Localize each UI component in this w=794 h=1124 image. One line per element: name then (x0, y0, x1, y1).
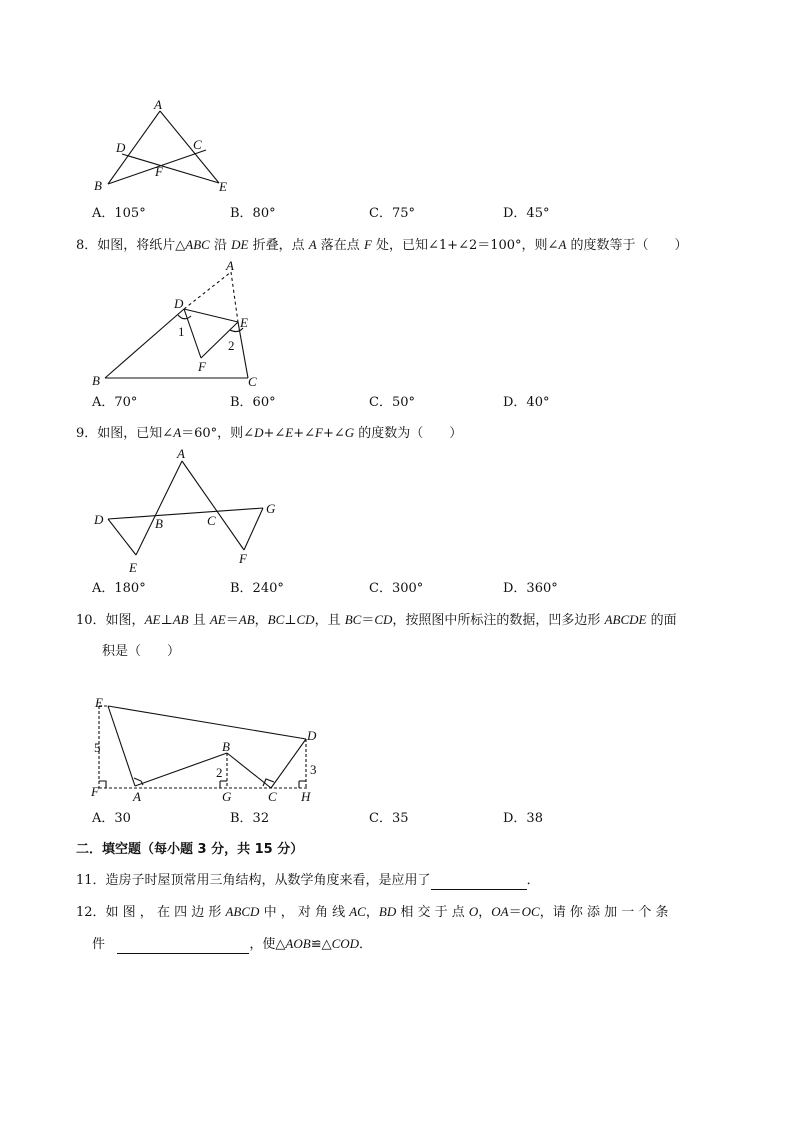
q10-stem-line2: 积是（ ） (102, 644, 181, 659)
q7-label-f: F (155, 164, 163, 179)
q9-label-f: F (239, 551, 247, 566)
q7-option-a: A．105° (92, 206, 146, 221)
q9-option-b: B．240° (230, 581, 284, 596)
q10-option-c: C．35 (369, 811, 409, 826)
q9-label-e: E (129, 560, 137, 575)
q10-label-3: 3 (310, 762, 317, 777)
q9-label-b: B (155, 516, 163, 531)
q10-label-c: C (268, 789, 277, 804)
q9-number: 9． (76, 426, 98, 441)
q8-label-2: 2 (228, 338, 235, 353)
q12-answer-blank[interactable] (117, 939, 249, 954)
q12-number: 12． (76, 905, 106, 920)
q8-label-f: F (198, 359, 206, 374)
q9-stem: 9．如图，已知∠A＝60°，则∠D+∠E+∠F+∠G 的度数为（ ） (76, 425, 463, 441)
q12-stem-line1: 12．如 图 ， 在 四 边 形 ABCD 中 ， 对 角 线 AC，BD 相 交 于 点 O，OA＝OC，请 你 添 加 一 个 条 (76, 904, 669, 920)
q9-label-g: G (266, 501, 276, 516)
q10-option-b: B．32 (230, 811, 270, 826)
q10-label-a: A (133, 789, 141, 804)
q10-label-d: D (307, 728, 317, 743)
q10-label-b: B (222, 739, 230, 754)
q8-figure (88, 258, 278, 392)
q10-stem-line1: 10．如图，AE⊥AB 且 AE＝AB，BC⊥CD，且 BC＝CD，按照图中所标注的数据，凹多边形 ABCDE 的面 (76, 612, 677, 628)
q8-label-d: D (174, 296, 184, 311)
q11-number: 11． (76, 873, 106, 888)
q10-label-2: 2 (216, 765, 223, 780)
q7-option-c: C．75° (369, 206, 415, 221)
q7-label-d: D (116, 140, 126, 155)
q8-label-1: 1 (178, 324, 185, 339)
q10-label-h: H (301, 789, 311, 804)
q8-label-a: A (226, 258, 234, 273)
q8-option-d: D．40° (503, 395, 550, 410)
q8-label-c: C (248, 374, 257, 389)
q9-label-c: C (207, 513, 216, 528)
q8-stem: 8．如图，将纸片△ABC 沿 DE 折叠，点 A 落在点 F 处，已知∠1+∠2＝100°，则∠A 的度数等于（ ） (76, 237, 688, 253)
q9-option-a: A．180° (92, 581, 146, 596)
q7-label-e: E (219, 179, 227, 194)
q9-figure (88, 446, 288, 578)
q9-option-c: C．300° (369, 581, 424, 596)
section-fill-in-heading: 二．填空题（每小题 3 分，共 15 分） (76, 842, 304, 857)
q7-label-c: C (193, 137, 202, 152)
q10-number: 10． (76, 613, 106, 628)
q8-option-c: C．50° (369, 395, 415, 410)
q9-label-d: D (94, 512, 104, 527)
q7-label-b: B (94, 178, 102, 193)
q11-stem: 11．造房子时屋顶常用三角结构，从数学角度来看，是应用了 ． (76, 873, 540, 888)
q8-number: 8． (76, 238, 98, 253)
q8-label-e: E (240, 315, 248, 330)
q11-answer-blank[interactable] (431, 875, 527, 890)
q8-label-b: B (92, 373, 100, 388)
q10-label-e: E (95, 695, 103, 710)
q9-option-d: D．360° (503, 581, 558, 596)
q8-option-a: A．70° (92, 395, 138, 410)
q10-label-f: F (91, 784, 99, 799)
q7-figure (88, 95, 258, 200)
q10-figure (88, 693, 328, 809)
q10-label-5: 5 (94, 740, 101, 755)
q8-option-b: B．60° (230, 395, 276, 410)
q9-label-a: A (177, 446, 185, 461)
q10-option-d: D．38 (503, 811, 543, 826)
q7-label-a: A (154, 97, 162, 112)
q10-option-a: A．30 (92, 811, 131, 826)
q10-label-g: G (222, 789, 232, 804)
q7-option-d: D．45° (503, 206, 550, 221)
q12-stem-line2: 件 ，使△AOB≌△COD． (92, 936, 373, 952)
q7-option-b: B．80° (230, 206, 276, 221)
